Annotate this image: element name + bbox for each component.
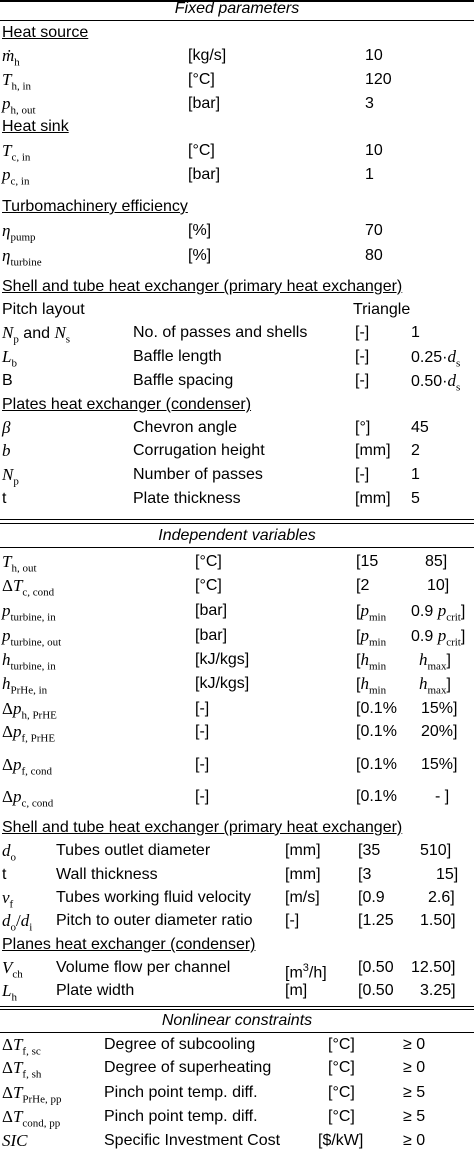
symbol-b: b [2, 441, 11, 460]
symbol-sic: SIC [2, 1131, 28, 1150]
symbol-h-prhe-in: $h_{PrHe, in}$ [2, 674, 48, 697]
symbol-delta-t-f-sh: $\Delta T_{f, sh}$ [2, 1058, 42, 1081]
symbol-p-turbine-in: $p_{turbine, in}$ [2, 601, 56, 624]
symbol-p-c-in: $p_{c, in}$ [2, 165, 30, 188]
symbol-np-and-ns: $N_p$ and $N_s$ [2, 323, 71, 346]
symbol-beta: β [2, 418, 11, 437]
section-rule [0, 519, 474, 520]
symbol-l-b: $L_b$ [2, 347, 17, 370]
symbol-do-di: $d_o/d_i$ [2, 911, 33, 934]
symbol-delta-t-c-cond: $\Delta T_{c, cond}$ [2, 576, 55, 599]
symbol-np: $N_p$ [2, 465, 19, 488]
symbol-delta-t-f-sc: $\Delta T_{f, sc}$ [2, 1035, 41, 1058]
symbol-delta-p-c-cond: $\Delta p_{c, cond}$ [2, 787, 54, 810]
independent-header-rule [0, 547, 474, 548]
symbol-h-turbine-in: $h_{turbine, in}$ [2, 650, 56, 673]
section-rule [0, 1006, 474, 1007]
symbol-v-ch: $V_{ch}$ [2, 958, 23, 981]
symbol-p-h-out: $p_{h, out}$ [2, 94, 36, 117]
symbol-delta-t-cond-pp: $\Delta T_{cond, pp}$ [2, 1107, 61, 1130]
symbol-delta-t-prhe-pp: $\Delta T_{PrHe, pp}$ [2, 1083, 62, 1106]
symbol-t-h-in: $T_{h, in}$ [2, 70, 32, 93]
symbol-mdot-h: ṁ$_h$ [2, 46, 20, 69]
symbol-eta-pump: $\eta_{pump}$ [2, 221, 36, 244]
symbol-eta-turbine: $\eta_{turbine}$ [2, 246, 42, 269]
symbol-t-c-in: $T_{c, in}$ [2, 141, 31, 164]
symbol-p-turbine-out: $p_{turbine, out}$ [2, 626, 62, 649]
symbol-delta-p-h-prhe: $\Delta p_{h, PrHE}$ [2, 699, 57, 722]
symbol-t-h-out: $T_{h, out}$ [2, 552, 37, 575]
symbol-l-h: $L_h$ [2, 981, 17, 1004]
symbol-v-f: $v_f$ [2, 888, 14, 911]
symbol-delta-p-f-prhe: $\Delta p_{f, PrHE}$ [2, 722, 56, 745]
symbol-d-o: $d_o$ [2, 841, 16, 864]
symbol-delta-p-f-cond: $\Delta p_{f, cond}$ [2, 755, 52, 778]
